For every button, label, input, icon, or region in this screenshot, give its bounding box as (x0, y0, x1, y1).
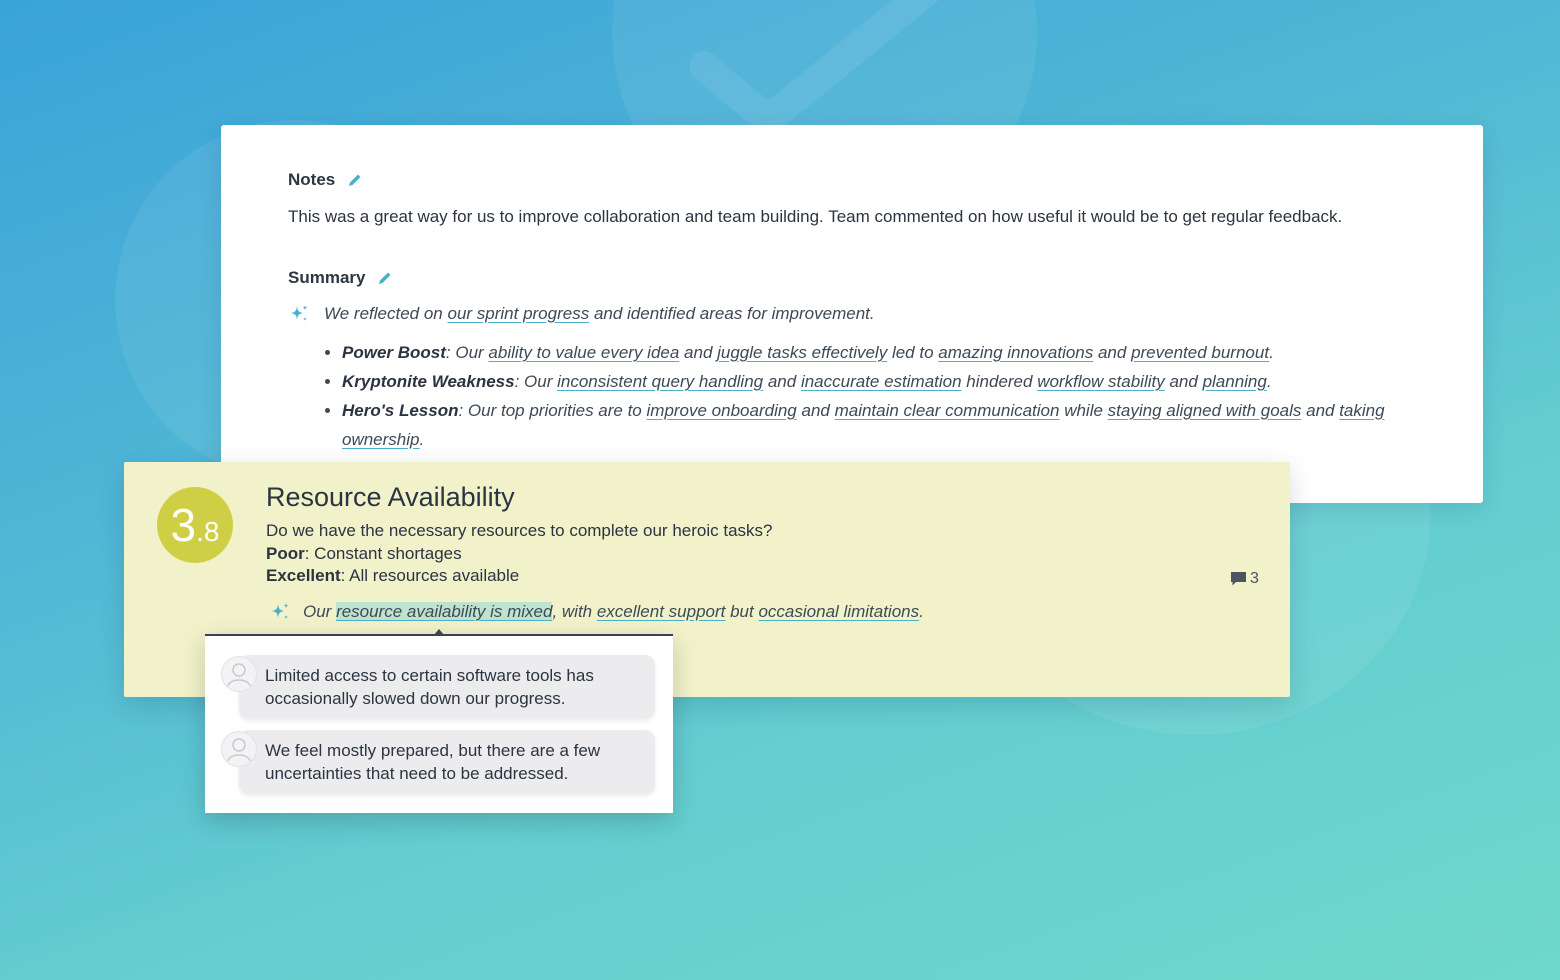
summary-link[interactable]: juggle tasks effectively (717, 343, 888, 362)
background-check-icon (690, 0, 950, 130)
comment-icon (1230, 571, 1247, 587)
user-avatar-icon (222, 657, 256, 691)
notes-heading (288, 170, 363, 190)
comment-text: Limited access to certain software tools has occasionally slowed down our progress. (265, 666, 594, 708)
summary-bullet-kryptonite-weakness: • Kryptonite Weakness: Our inconsistent query handling and inaccurate estimation hindered workflow stability and planning. (342, 367, 1402, 396)
summary-link[interactable]: prevented burnout (1131, 343, 1270, 362)
popover-caret (434, 629, 444, 635)
summary-link[interactable]: planning (1202, 372, 1267, 391)
comments-count: 3 (1250, 570, 1259, 587)
summary-intro-text: We reflected on our sprint progress and identified areas for improvement. (324, 304, 875, 323)
summary-link[interactable]: amazing innovations (938, 343, 1094, 362)
summary-bullets (324, 338, 1402, 454)
question-title: Resource Availability (266, 482, 515, 512)
excellent-scale-label: Excellent: All resources available (266, 566, 520, 585)
comment-bubble (239, 655, 655, 719)
ai-sparkle-icon (269, 601, 291, 623)
summary-link[interactable]: our sprint progress (447, 304, 590, 323)
comment-text: We feel mostly prepared, but there are a few uncertainties that need to be addressed. (265, 741, 601, 783)
summary-link[interactable]: staying aligned with goals (1107, 401, 1302, 420)
summary-link[interactable]: inaccurate estimation (800, 372, 962, 391)
notes-text: This was a great way for us to improve collaboration and team building. Team commented on how useful it would be to get regular feedback. (288, 207, 1343, 226)
summary-link[interactable]: workflow stability (1037, 372, 1165, 391)
summary-link[interactable]: inconsistent query handling (557, 372, 764, 391)
ai-sparkle-icon (288, 303, 310, 325)
comment-bubble (239, 730, 655, 794)
avatar (221, 731, 257, 767)
summary-title: Summary (288, 268, 366, 287)
notes-title: Notes (288, 170, 336, 189)
summary-bullet-power-boost: • Power Boost: Our ability to value every idea and juggle tasks effectively led to amazing innovations and prevented burnout. (342, 338, 1402, 367)
avatar (221, 656, 257, 692)
retro-notes-card (221, 125, 1483, 503)
summary-bullet-heros-lesson: • Hero's Lesson: Our top priorities are to improve onboarding and maintain clear communication while staying aligned with goals and taking ownership. (342, 396, 1402, 454)
summary-link[interactable]: ability to value every idea (488, 343, 680, 362)
summary-link[interactable]: excellent support (596, 602, 726, 621)
edit-notes-pencil-icon[interactable] (347, 172, 363, 188)
comments-count-button[interactable] (1230, 570, 1259, 588)
edit-summary-pencil-icon[interactable] (377, 270, 393, 286)
resource-summary-text: Our resource availability is mixed, with excellent support but occasional limitations. (303, 602, 924, 621)
summary-intro (288, 303, 875, 325)
summary-link[interactable]: occasional limitations (758, 602, 920, 621)
summary-heading (288, 268, 393, 288)
poor-scale-label: Poor: Constant shortages (266, 544, 462, 563)
score-badge: 3 .8 (157, 487, 233, 563)
user-avatar-icon (222, 732, 256, 766)
question-text: Do we have the necessary resources to complete our heroic tasks? (266, 521, 773, 540)
summary-link[interactable]: maintain clear communication (834, 401, 1060, 420)
summary-link[interactable]: taking ownership (342, 401, 1385, 449)
highlighted-summary-link[interactable]: resource availability is mixed (336, 602, 553, 621)
comments-popover (205, 634, 673, 813)
resource-ai-summary (269, 601, 924, 623)
summary-link[interactable]: improve onboarding (646, 401, 797, 420)
